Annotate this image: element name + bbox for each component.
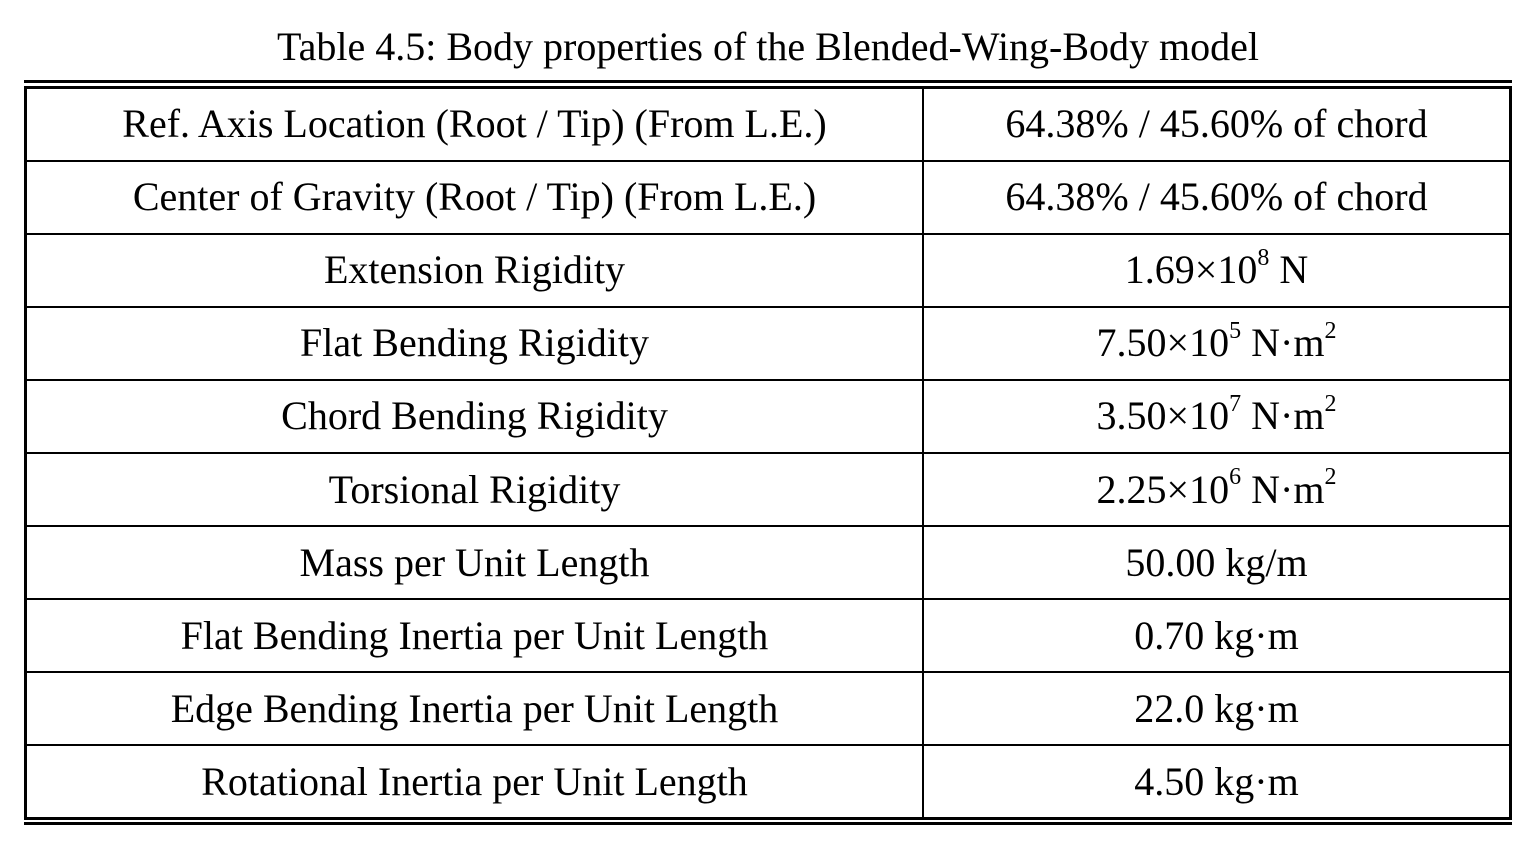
table-row [27, 672, 1509, 745]
value-unit: N·m [1241, 393, 1325, 439]
value-base: 7.50×10 [1096, 320, 1230, 366]
property-cell: Ref. Axis Location (Root / Tip) (From L.E.) [27, 89, 923, 161]
value-exponent: 7 [1229, 391, 1242, 418]
property-cell: Flat Bending Inertia per Unit Length [27, 599, 923, 672]
table-row [27, 161, 1509, 234]
body-properties-table [27, 89, 1509, 817]
value-unit: N·m [1241, 466, 1325, 512]
property-cell: Rotational Inertia per Unit Length [27, 745, 923, 817]
properties-table-frame [24, 86, 1512, 820]
table-caption: Table 4.5: Body properties of the Blended-Wing-Body model [276, 24, 1260, 69]
table-row [27, 745, 1509, 817]
top-rule [24, 80, 1512, 83]
table-row [27, 599, 1509, 672]
value-base: 1.69×10 [1124, 247, 1258, 293]
unit-exponent: 2 [1324, 317, 1337, 344]
value-cell [923, 380, 1509, 453]
value-base: 2.25×10 [1096, 466, 1230, 512]
table-row [27, 89, 1509, 161]
table-row [27, 453, 1509, 526]
value-exponent: 8 [1257, 244, 1270, 271]
table-row [27, 234, 1509, 307]
property-cell: Torsional Rigidity [27, 453, 923, 526]
bottom-rule [24, 822, 1512, 825]
value-cell: 22.0 kg·m [923, 672, 1509, 745]
property-cell: Chord Bending Rigidity [27, 380, 923, 453]
table-row [27, 526, 1509, 599]
value-base: 3.50×10 [1096, 393, 1230, 439]
property-cell: Extension Rigidity [27, 234, 923, 307]
value-cell: 64.38% / 45.60% of chord [923, 89, 1509, 161]
value-unit: N [1269, 247, 1309, 293]
value-cell: 64.38% / 45.60% of chord [923, 161, 1509, 234]
unit-exponent: 2 [1324, 391, 1337, 418]
value-cell: 50.00 kg/m [923, 526, 1509, 599]
property-cell: Edge Bending Inertia per Unit Length [27, 672, 923, 745]
property-cell: Center of Gravity (Root / Tip) (From L.E.) [27, 161, 923, 234]
value-cell [923, 453, 1509, 526]
property-cell: Flat Bending Rigidity [27, 307, 923, 380]
property-cell: Mass per Unit Length [27, 526, 923, 599]
unit-exponent: 2 [1324, 464, 1337, 491]
table-row [27, 307, 1509, 380]
value-unit: N·m [1241, 320, 1325, 366]
value-exponent: 6 [1229, 464, 1242, 491]
table-row [27, 380, 1509, 453]
value-exponent: 5 [1229, 317, 1242, 344]
value-cell: 4.50 kg·m [923, 745, 1509, 817]
value-cell [923, 234, 1509, 307]
value-cell: 0.70 kg·m [923, 599, 1509, 672]
value-cell [923, 307, 1509, 380]
